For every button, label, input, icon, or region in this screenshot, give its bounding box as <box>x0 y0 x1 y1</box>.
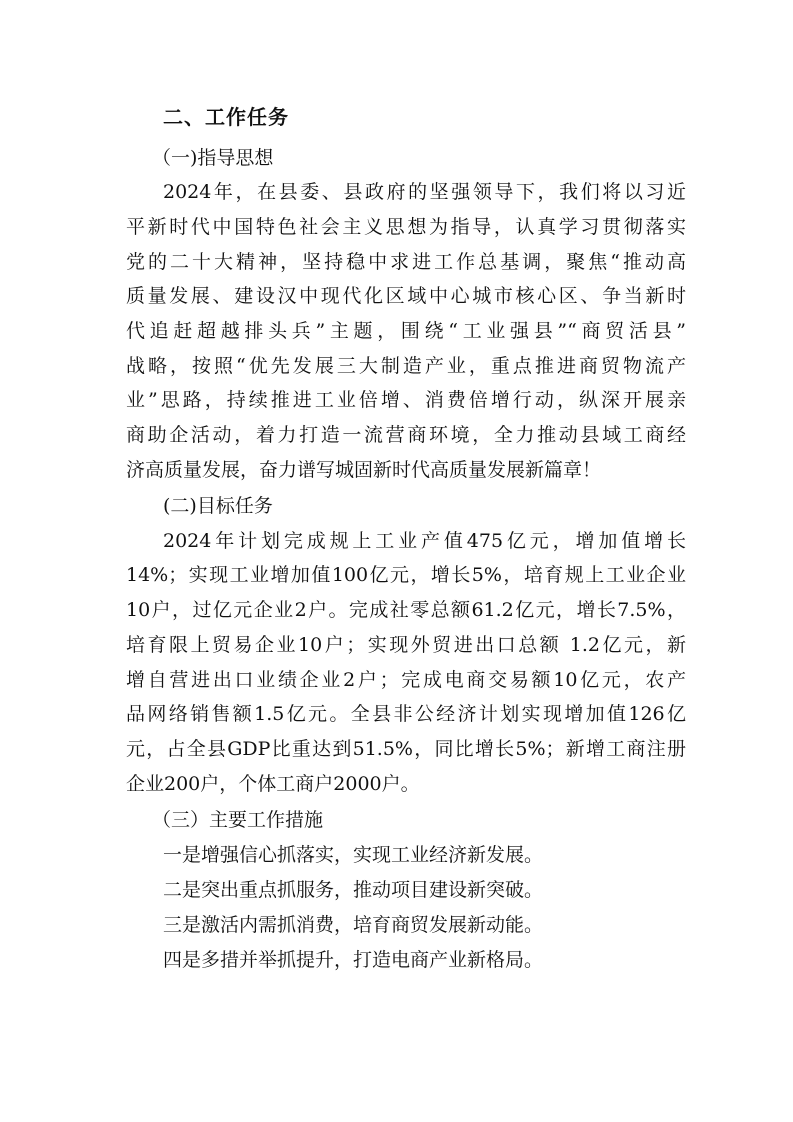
paragraph-line: 10户，过亿元企业2户。完成社零总额61.2亿元，增长7.5%， <box>126 599 686 621</box>
paragraph-line: 2024年，在县委、县政府的坚强领导下，我们将以习近 <box>163 181 686 203</box>
paragraph-line: 培育限上贸易企业10户；实现外贸进出口总额 1.2亿元，新 <box>126 634 686 656</box>
paragraph-line: 济高质量发展，奋力谱写城固新时代高质量发展新篇章！ <box>126 459 602 481</box>
paragraph-line: 质量发展、建设汉中现代化区域中心城市核心区、争当新时 <box>126 285 686 307</box>
paragraph-line: 商助企活动，着力打造一流营商环境，全力推动县域工商经 <box>126 424 686 446</box>
paragraph-line: 代追赶超越排头兵”主题，围绕“工业强县”“商贸活县” <box>126 320 686 342</box>
paragraph-line: 业”思路，持续推进工业倍增、消费倍增行动，纵深开展亲 <box>126 389 686 411</box>
paragraph-line: 品网络销售额1.5亿元。全县非公经济计划实现增加值126亿 <box>126 703 686 725</box>
paragraph-line: 战略，按照“优先发展三大制造产业，重点推进商贸物流产 <box>126 355 686 377</box>
paragraph-line: 2024年计划完成规上工业产值475亿元，增加值增长 <box>163 530 686 552</box>
subsection-title-guiding-ideology: （一)指导思想 <box>152 147 274 169</box>
paragraph-line: 党的二十大精神，坚持稳中求进工作总基调，聚焦“推动高 <box>126 251 686 273</box>
section-title: 二、工作任务 <box>163 105 289 129</box>
measure-item: 二是突出重点抓服务，推动项目建设新突破。 <box>163 879 544 901</box>
paragraph-line: 增自营进出口业绩企业2户；完成电商交易额10亿元，农产 <box>126 669 686 691</box>
measure-item: 四是多措并举抓提升，打造电商产业新格局。 <box>163 949 544 971</box>
measure-item: 一是增强信心抓落实，实现工业经济新发展。 <box>163 844 544 866</box>
paragraph-line: 企业200户，个体工商户2000户。 <box>126 773 420 795</box>
subsection-title-main-measures: （三）主要工作措施 <box>152 809 324 831</box>
measure-item: 三是激活内需抓消费，培育商贸发展新动能。 <box>163 914 544 936</box>
paragraph-line: 14%；实现工业增加值100亿元，增长5%，培育规上工业企业 <box>126 564 686 586</box>
paragraph-line: 平新时代中国特色社会主义思想为指导，认真学习贯彻落实 <box>126 216 686 238</box>
subsection-title-target-tasks: (二)目标任务 <box>163 495 273 517</box>
paragraph-line: 元，占全县GDP比重达到51.5%，同比增长5%；新增工商注册 <box>126 738 686 760</box>
